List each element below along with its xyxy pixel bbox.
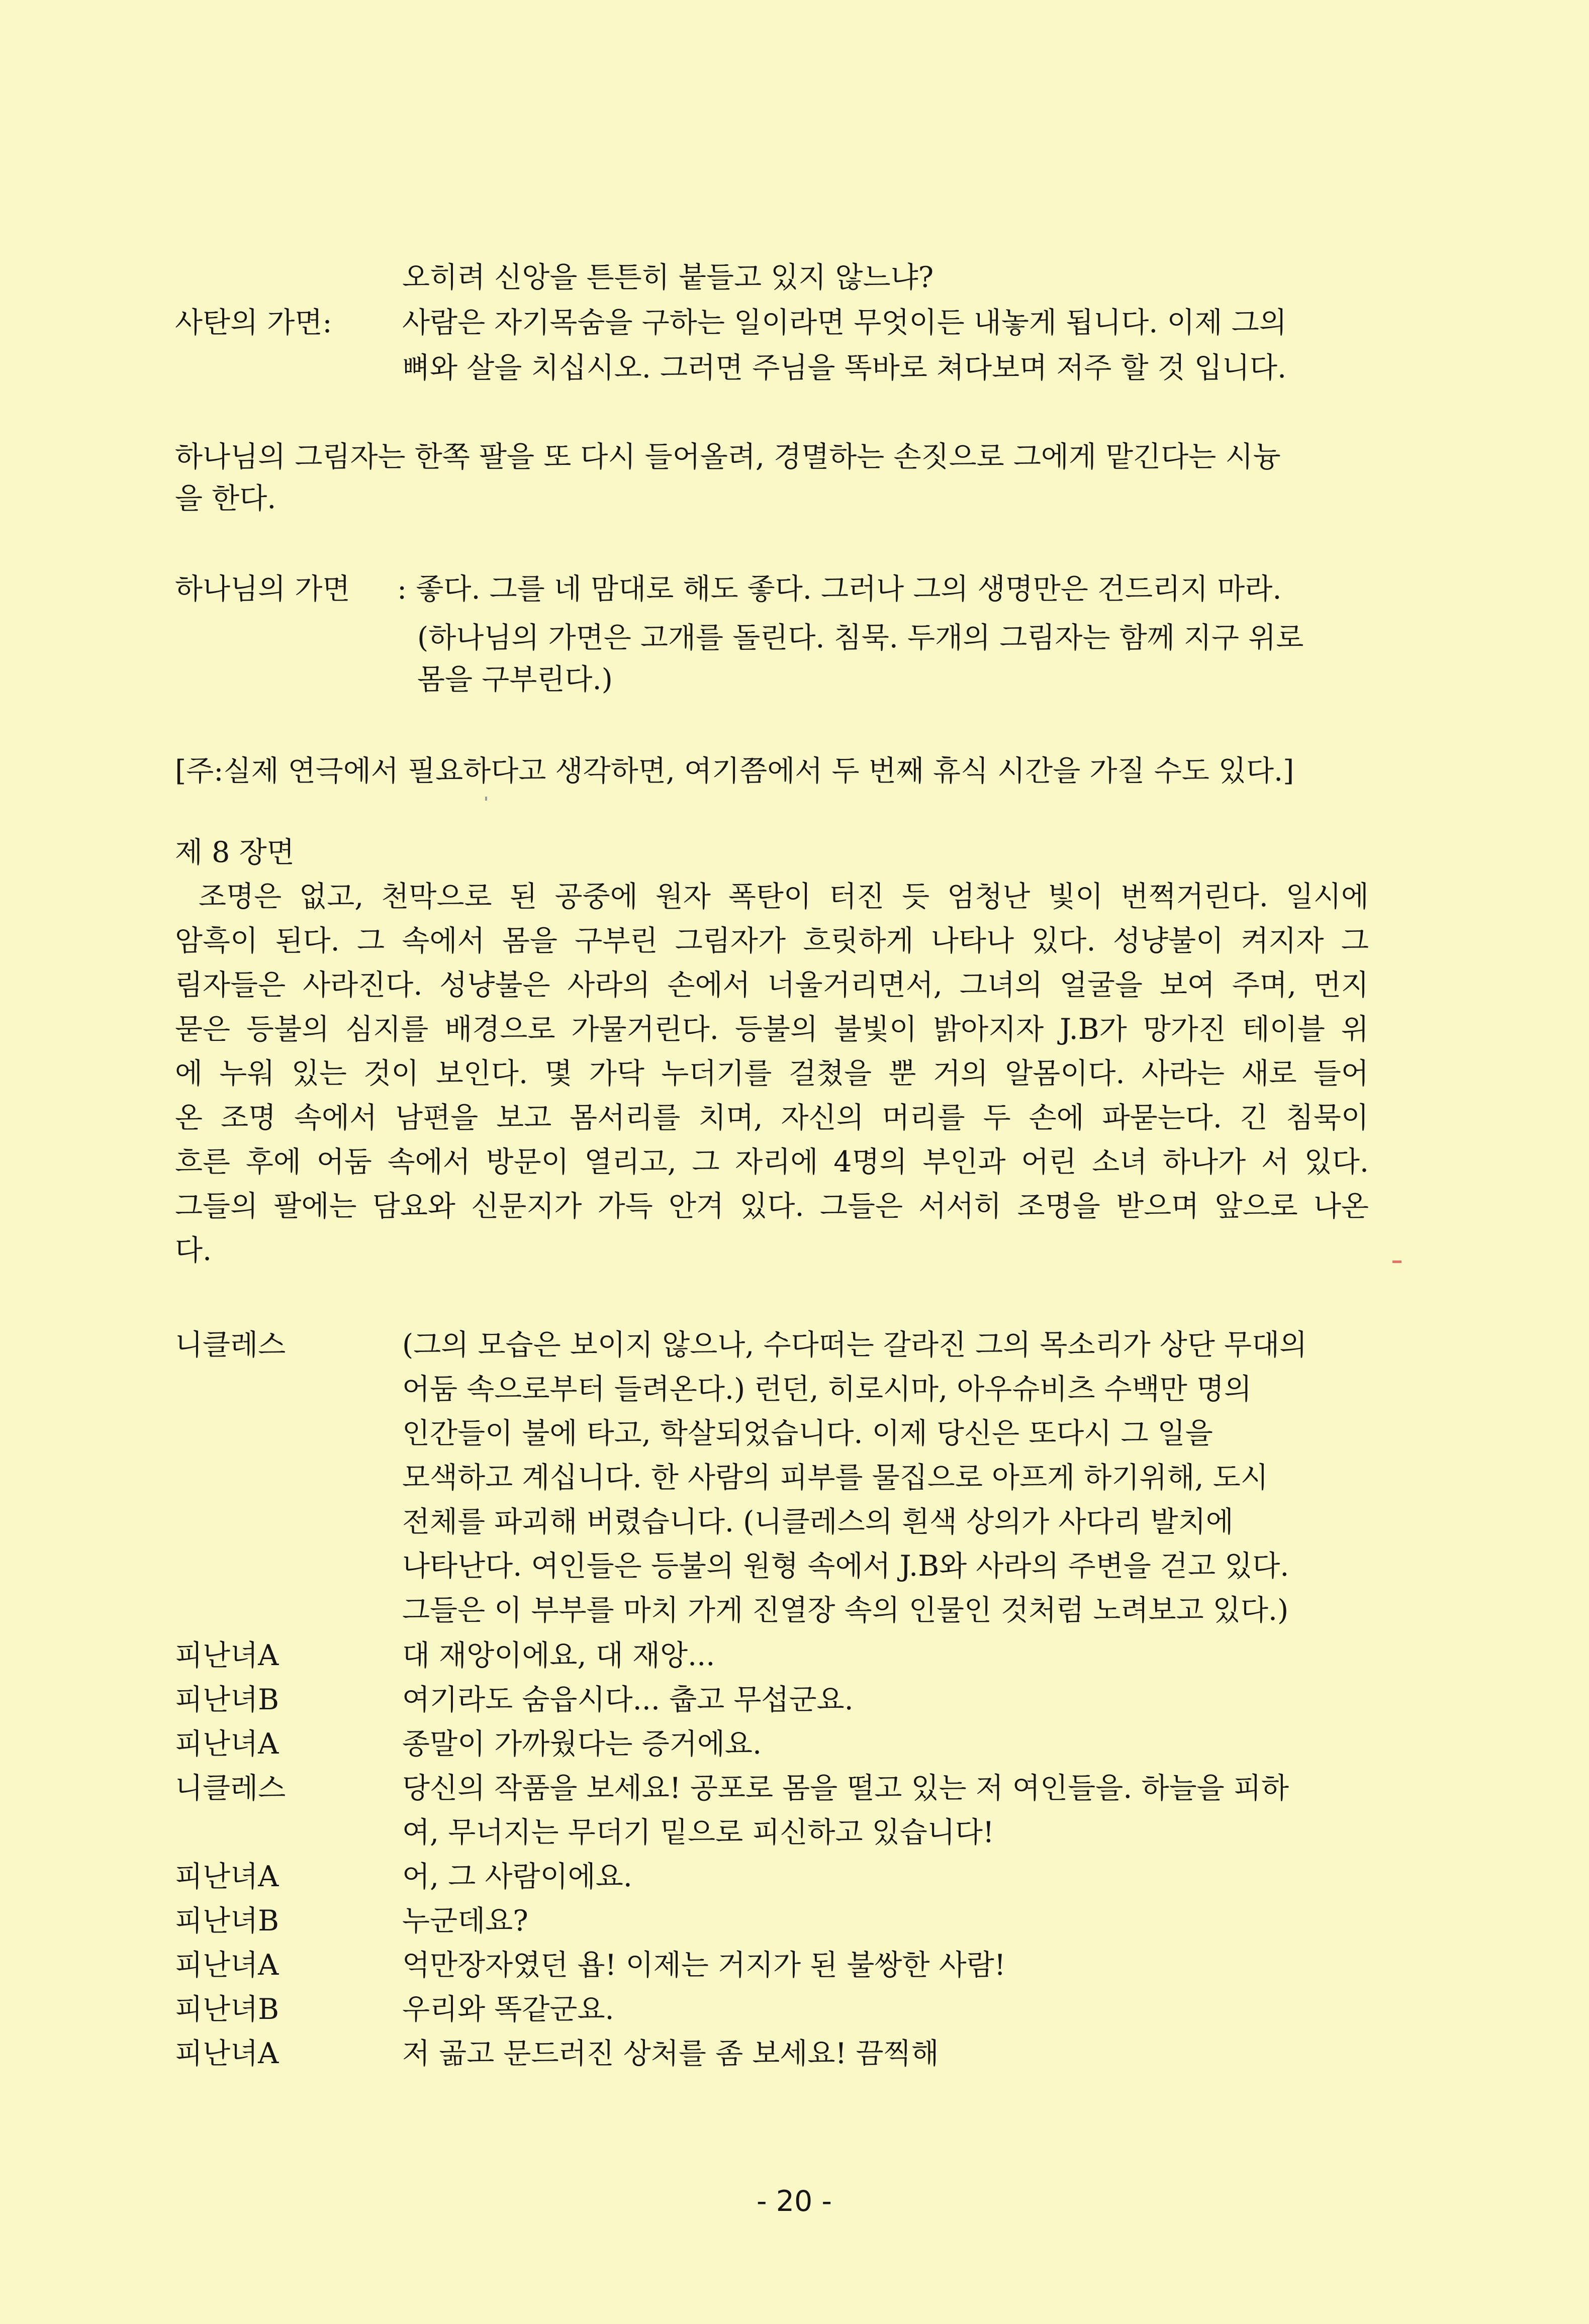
scene-line: 묻은 등불의 심지를 배경으로 가물거린다. 등불의 불빛이 밝아지자 J.B가 망가진 테이블 위 xyxy=(175,1013,1369,1046)
page-number: - 20 - xyxy=(757,2185,832,2218)
speaker-label: 피난녀A xyxy=(175,1949,279,1982)
speaker-label: 니클레스 xyxy=(175,1772,286,1805)
dialogue-line: 당신의 작품을 보세요! 공포로 몸을 떨고 있는 저 여인들을. 하늘을 피하 xyxy=(402,1772,1289,1805)
scene-line: 다. xyxy=(175,1234,212,1267)
scene-line: 흐른 후에 어둠 속에서 방문이 열리고, 그 자리에 4명의 부인과 어린 소녀 하나가 서 있다. xyxy=(175,1145,1369,1179)
speaker-label: 하나님의 가면 xyxy=(175,572,350,606)
dialogue-line: 억만장자였던 욥! 이제는 거지가 된 불쌍한 사람! xyxy=(402,1949,1006,1982)
dialogue-line: 저 곪고 문드러진 상처를 좀 보세요! 끔찍해 xyxy=(402,2037,939,2070)
scene-title: 제 8 장면 xyxy=(175,836,295,869)
dialogue-line: 인간들이 불에 타고, 학살되었습니다. 이제 당신은 또다시 그 일을 xyxy=(402,1417,1213,1450)
dialogue-line: 전체를 파괴해 버렸습니다. (니클레스의 흰색 상의가 사다리 발치에 xyxy=(402,1505,1234,1538)
dialogue-line: 누군데요? xyxy=(402,1904,528,1938)
scene-line: 에 누워 있는 것이 보인다. 몇 가닥 누더기를 걸쳤을 뿐 거의 알몸이다. 사라는 새로 들어 xyxy=(175,1057,1369,1090)
speaker-label: 피난녀B xyxy=(175,1993,279,2026)
speaker-label: 피난녀A xyxy=(175,1639,279,1672)
speaker-label: 니클레스 xyxy=(175,1328,286,1362)
dialogue-line: 우리와 똑같군요. xyxy=(402,1993,614,2026)
dialogue-line: 사람은 자기목숨을 구하는 일이라면 무엇이든 내놓게 됩니다. 이제 그의 xyxy=(402,306,1287,339)
dialogue-line: 몸을 구부린다.) xyxy=(417,663,613,696)
dialogue-line: 뼈와 살을 치십시오. 그러면 주님을 똑바로 쳐다보며 저주 할 것 입니다. xyxy=(402,351,1287,384)
scene-line: 온 조명 속에서 남편을 보고 몸서리를 치며, 자신의 머리를 두 손에 파묻는다. 긴 침묵이 xyxy=(175,1101,1369,1134)
dialogue-line: (그의 모습은 보이지 않으나, 수다떠는 갈라진 그의 목소리가 상단 무대의 xyxy=(402,1328,1307,1362)
scene-line: 암흑이 된다. 그 속에서 몸을 구부린 그림자가 흐릿하게 나타나 있다. 성냥불이 켜지자 그 xyxy=(175,924,1369,957)
speaker-label: 사탄의 가면: xyxy=(175,306,332,339)
dialogue-line: : 좋다. 그를 네 맘대로 해도 좋다. 그러나 그의 생명만은 건드리지 마라. xyxy=(397,572,1282,606)
speaker-label: 피난녀B xyxy=(175,1904,279,1938)
speaker-label: 피난녀A xyxy=(175,2037,279,2070)
stray-mark xyxy=(485,797,487,801)
dialogue-line: 종말이 가까웠다는 증거에요. xyxy=(402,1727,762,1761)
stage-direction-line: 하나님의 그림자는 한쪽 팔을 또 다시 들어올려, 경멸하는 손짓으로 그에게 맡긴다는 시늉 xyxy=(175,440,1281,473)
dialogue-line: 오히려 신앙을 튼튼히 붙들고 있지 않느냐? xyxy=(402,261,934,294)
speaker-label: 피난녀A xyxy=(175,1727,279,1761)
dialogue-line: 여기라도 숨읍시다... 춥고 무섭군요. xyxy=(402,1683,854,1716)
dialogue-line: 어둠 속으로부터 들려온다.) 런던, 히로시마, 아우슈비츠 수백만 명의 xyxy=(402,1373,1252,1406)
speaker-label: 피난녀A xyxy=(175,1860,279,1893)
dialogue-line: (하나님의 가면은 고개를 돌린다. 침묵. 두개의 그림자는 함께 지구 위로 xyxy=(417,621,1304,654)
dialogue-line: 대 재앙이에요, 대 재앙... xyxy=(402,1639,715,1672)
dialogue-line: 그들은 이 부부를 마치 가게 진열장 속의 인물인 것처럼 노려보고 있다.) xyxy=(402,1594,1289,1627)
dialogue-line: 여, 무너지는 무더기 밑으로 피신하고 있습니다! xyxy=(402,1816,994,1849)
red-mark xyxy=(1392,1261,1401,1263)
scene-line: 림자들은 사라진다. 성냥불은 사라의 손에서 너울거리면서, 그녀의 얼굴을 보여 주며, 먼지 xyxy=(175,969,1369,1002)
scene-line: 조명은 없고, 천막으로 된 공중에 원자 폭탄이 터진 듯 엄청난 빛이 번쩍거린다. 일시에 xyxy=(199,880,1369,913)
stage-direction-line: 을 한다. xyxy=(175,482,276,515)
speaker-label: 피난녀B xyxy=(175,1683,279,1716)
editor-note: [주:실제 연극에서 필요하다고 생각하면, 여기쯤에서 두 번째 휴식 시간을 가질 수도 있다.] xyxy=(175,754,1294,788)
dialogue-line: 어, 그 사람이에요. xyxy=(402,1860,632,1893)
scene-line: 그들의 팔에는 담요와 신문지가 가득 안겨 있다. 그들은 서서히 조명을 받으며 앞으로 나온 xyxy=(175,1190,1369,1223)
dialogue-line: 나타난다. 여인들은 등불의 원형 속에서 J.B와 사라의 주변을 걷고 있다. xyxy=(402,1550,1289,1583)
dialogue-line: 모색하고 계십니다. 한 사람의 피부를 물집으로 아프게 하기위해, 도시 xyxy=(402,1461,1268,1494)
